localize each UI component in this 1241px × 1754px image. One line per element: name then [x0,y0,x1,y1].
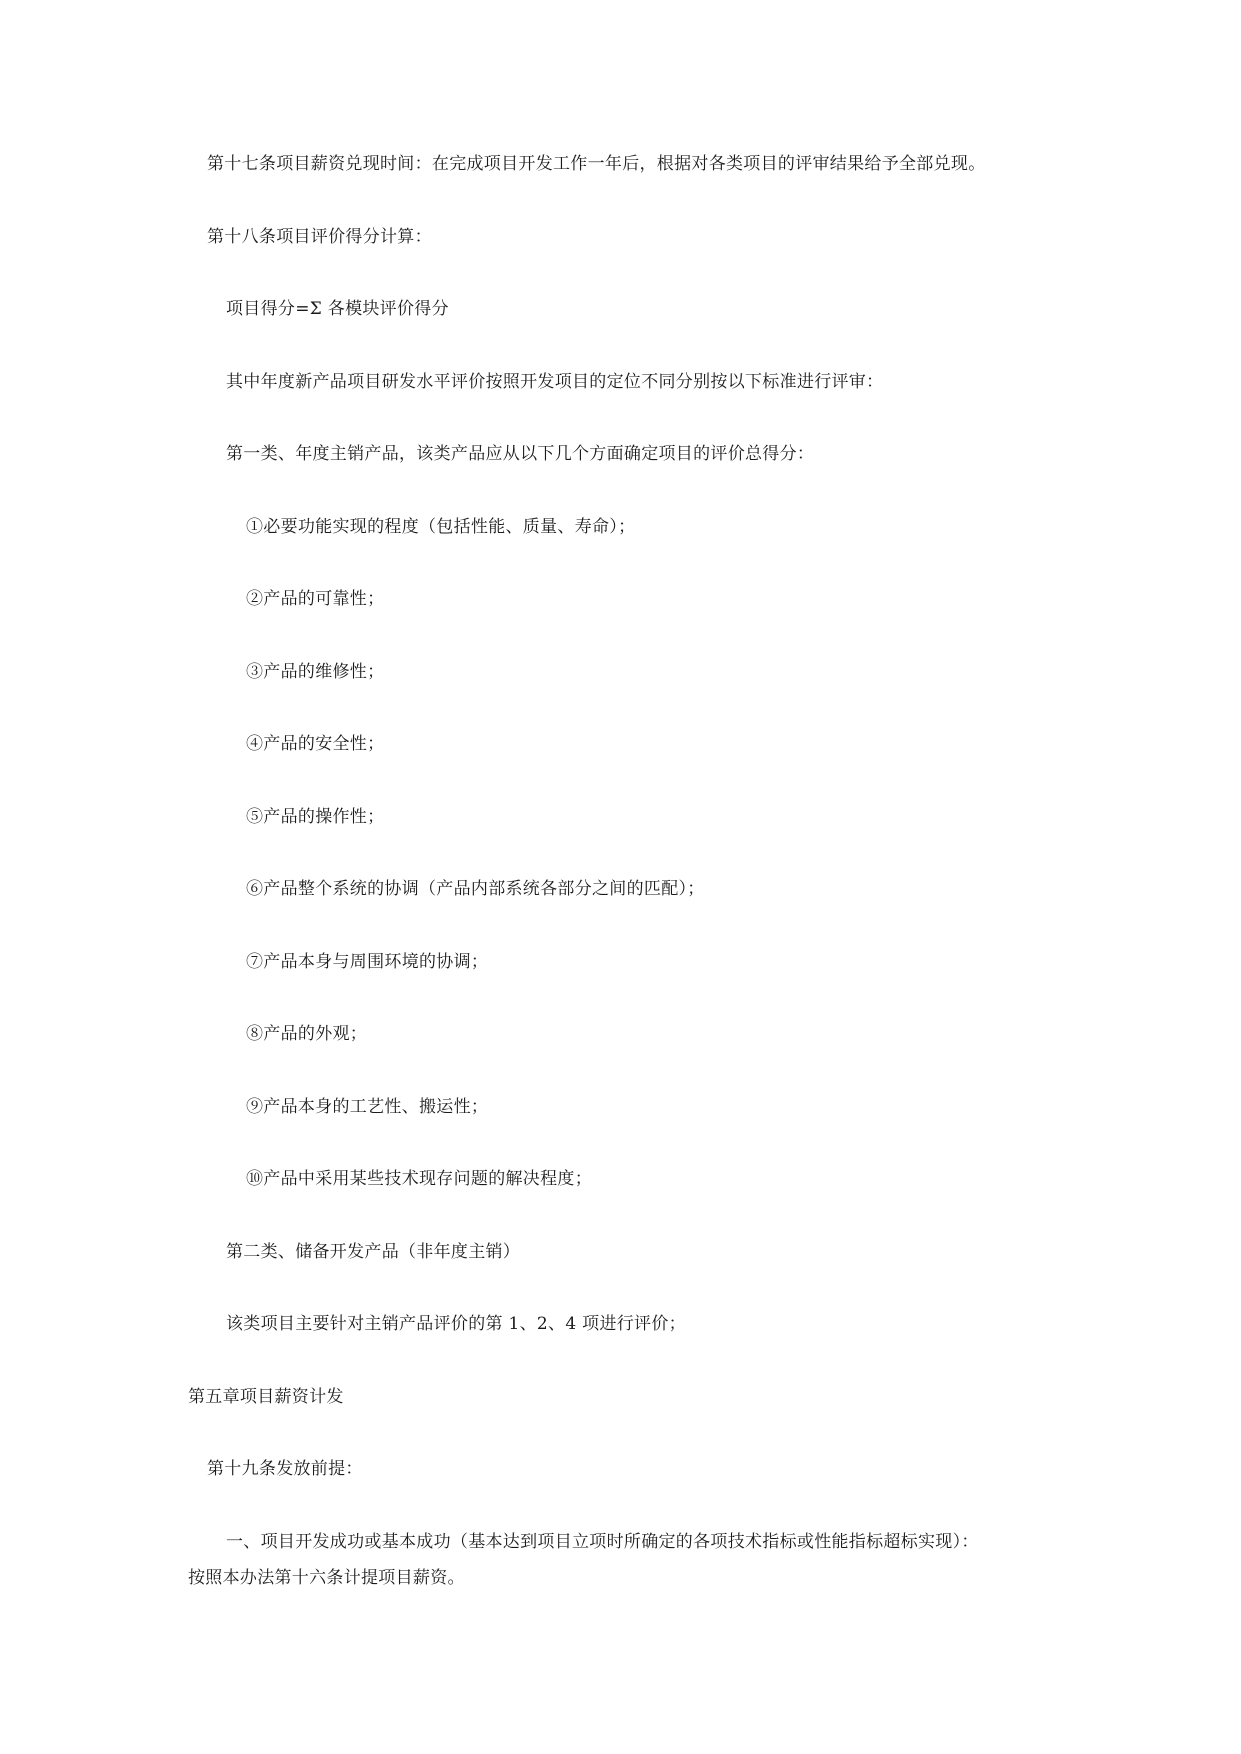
criterion-8: ⑧产品的外观； [246,1024,368,1044]
category-2-heading: 第二类、储备开发产品（非年度主销） [226,1242,521,1262]
criterion-7: ⑦产品本身与周围环境的协调； [246,952,489,972]
criterion-4: ④产品的安全性； [246,734,385,754]
article-17: 第十七条项目薪资兑现时间：在完成项目开发工作一年后，根据对各类项目的评审结果给予全部兑现。 [207,154,986,174]
criterion-10: ⑩产品中采用某些技术现存问题的解决程度； [246,1169,592,1189]
article-18-heading: 第十八条项目评价得分计算： [207,227,432,247]
article-19-heading: 第十九条发放前提： [207,1459,363,1479]
criterion-3: ③产品的维修性； [246,662,385,682]
criterion-1: ①必要功能实现的程度（包括性能、质量、寿命）； [246,517,636,537]
category-1-heading: 第一类、年度主销产品，该类产品应从以下几个方面确定项目的评价总得分： [226,444,815,464]
article-19-clause-1-continued: 按照本办法第十六条计提项目薪资。 [188,1568,465,1588]
article-19-clause-1: 一、项目开发成功或基本成功（基本达到项目立项时所确定的各项技术指标或性能指标超标实现）： [226,1532,979,1552]
score-formula: 项目得分=Σ 各模块评价得分 [226,299,449,319]
category-2-description: 该类项目主要针对主销产品评价的第 1、2、4 项进行评价； [226,1314,686,1334]
criterion-5: ⑤产品的操作性； [246,807,385,827]
criterion-9: ⑨产品本身的工艺性、搬运性； [246,1097,489,1117]
evaluation-intro: 其中年度新产品项目研发水平评价按照开发项目的定位不同分别按以下标准进行评审： [226,372,884,392]
criterion-6: ⑥产品整个系统的协调（产品内部系统各部分之间的匹配）； [246,879,705,899]
criterion-2: ②产品的可靠性； [246,589,385,609]
chapter-5-heading: 第五章项目薪资计发 [188,1387,344,1407]
